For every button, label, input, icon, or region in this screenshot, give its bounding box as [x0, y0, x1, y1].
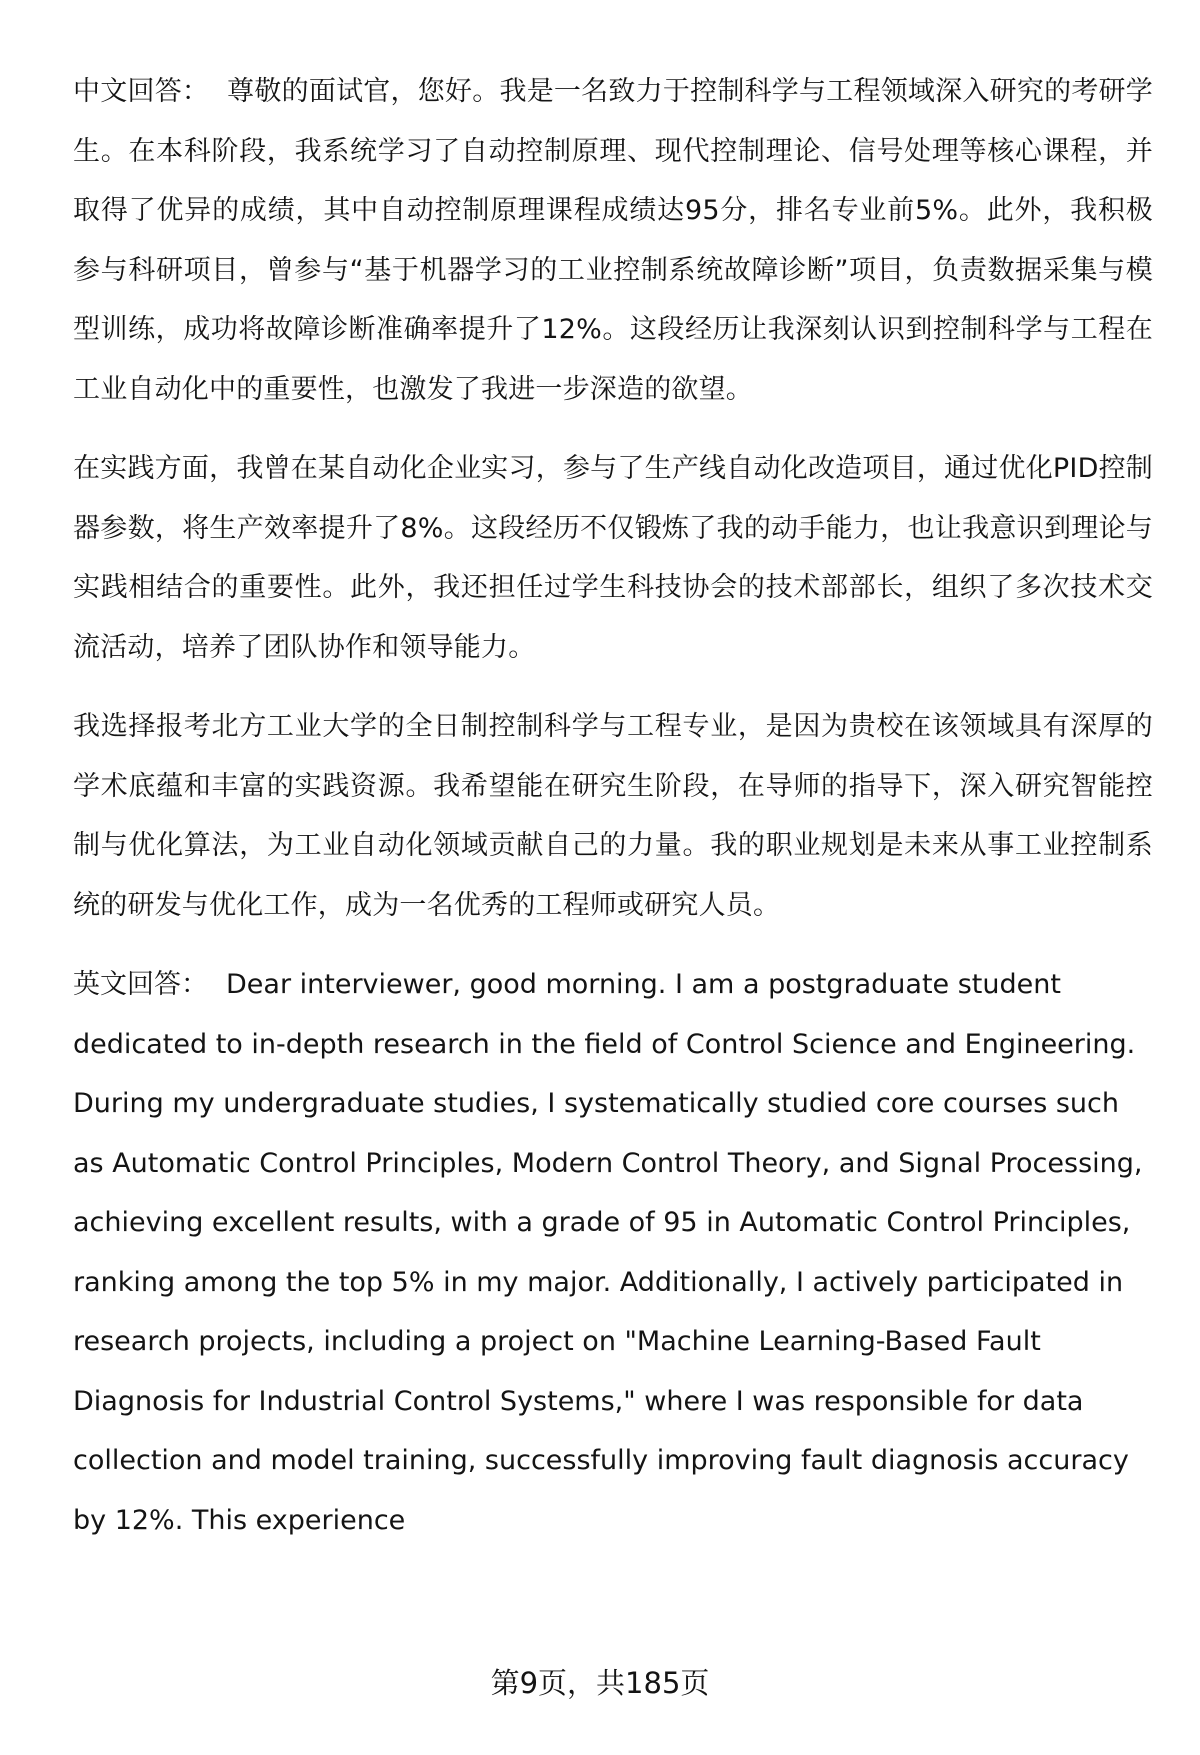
english-answer-label: 英文回答：	[73, 969, 208, 1000]
paragraph-english-answer	[73, 955, 1153, 1550]
paragraph-text: 我选择报考北方工业大学的全日制控制科学与工程专业，是因为贵校在该领域具有深厚的学术底蕴和丰富的实践资源。我希望能在研究生阶段，在导师的指导下，深入研究智能控制与优化算法，为工业自动化领域贡献自己的力量。我的职业规划是未来从事工业控制系统的研发与优化工作，成为一名优秀的工程师或研究人员。	[73, 711, 1153, 921]
paragraph-motivation	[73, 697, 1153, 935]
paragraph-chinese-answer-intro	[73, 62, 1153, 419]
paragraph-text: 尊敬的面试官，您好。我是一名致力于控制科学与工程领域深入研究的考研学生。在本科阶段，我系统学习了自动控制原理、现代控制理论、信号处理等核心课程，并取得了优异的成绩，其中自动控制原理课程成绩达95分，排名专业前5%。此外，我积极参与科研项目，曾参与“基于机器学习的工业控制系统故障诊断”项目，负责数据采集与模型训练，成功将故障诊断准确率提升了12%。这段经历让我深刻认识到控制科学与工程在工业自动化中的重要性，也激发了我进一步深造的欲望。	[73, 76, 1153, 405]
page-number-footer: 第9页，共185页	[490, 1666, 710, 1700]
document-body	[73, 62, 1153, 1570]
chinese-answer-label: 中文回答：	[73, 76, 210, 107]
paragraph-practice	[73, 439, 1153, 677]
paragraph-text: 在实践方面，我曾在某自动化企业实习，参与了生产线自动化改造项目，通过优化PID控制器参数，将生产效率提升了8%。这段经历不仅锻炼了我的动手能力，也让我意识到理论与实践相结合的重要性。此外，我还担任过学生科技协会的技术部部长，组织了多次技术交流活动，培养了团队协作和领导能力。	[73, 453, 1153, 663]
paragraph-text: Dear interviewer, good morning. I am a postgraduate student dedicated to in-depth research in the field of Control Science and Engineering. During my undergraduate studies, I systematically studied core courses such as Automatic Control Principles, Modern Control Theory, and Signal Processing, achieving excellent results, with a grade of 95 in Automatic Control Principles, ranking among the top 5% in my major. Additionally, I actively participated in research projects, including a project on "Machine Learning-Based Fault Diagnosis for Industrial Control Systems," where I was responsible for data collection and model training, successfully improving fault diagnosis accuracy by 12%. This experience	[73, 969, 1143, 1536]
